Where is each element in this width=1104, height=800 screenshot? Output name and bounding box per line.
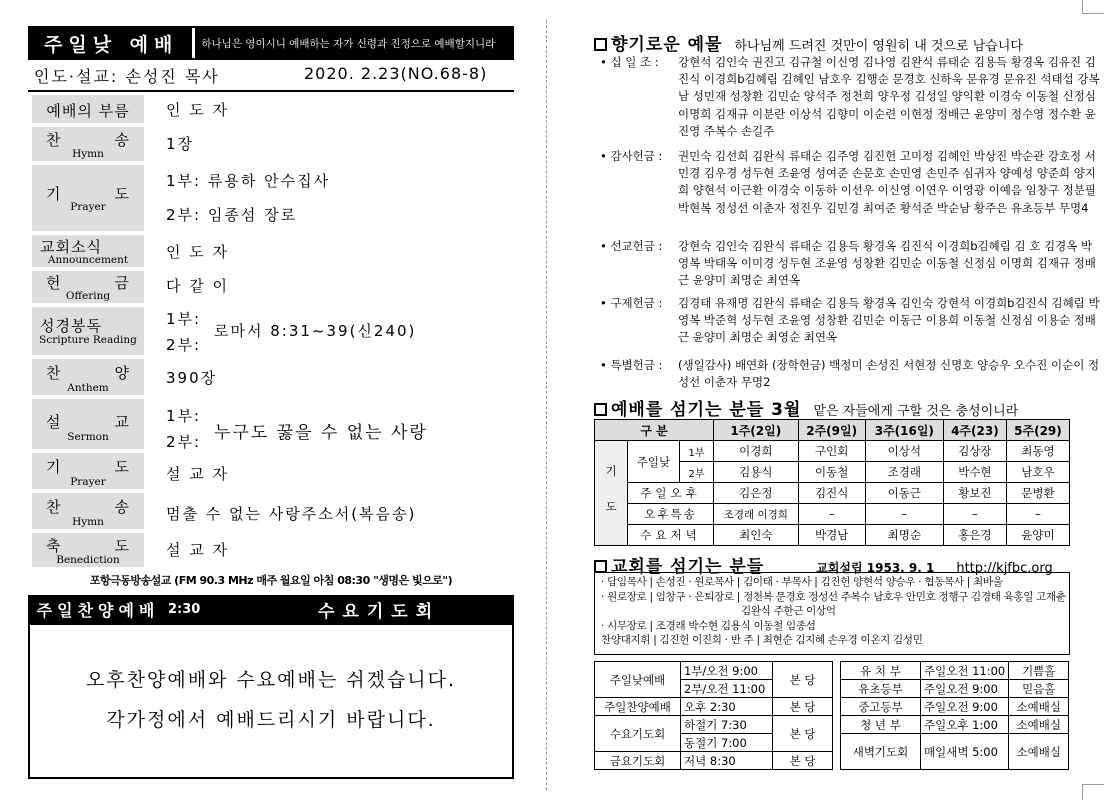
- order-text: 로마서 8:31~39(신240): [214, 322, 417, 340]
- notice-line: 각가정에서 예배드리시기 바랍니다.: [106, 709, 436, 731]
- staff-heading: 교회를 섬기는 분들 교회설립 1953. 9. 1 http://kjfbc.org: [594, 552, 1053, 577]
- bar-time: 2:30: [168, 601, 201, 617]
- order-label: 축 도 Benediction: [32, 533, 144, 569]
- crop-mark: [1082, 0, 1104, 14]
- order-label: 예배의 부름: [32, 95, 144, 125]
- order-label: 찬 송 Hymn: [32, 127, 144, 163]
- notice-line: 오후찬양예배와 수요예배는 쉬겠습니다.: [85, 669, 457, 691]
- divider: [28, 90, 514, 92]
- bar-left: 주일찬양예배: [36, 600, 160, 620]
- leader-line: [34, 64, 514, 88]
- table-row: 수요기도회 하절기 7:30 본 당 청 년 부 주일오후 1:00 소예배실: [595, 716, 1069, 734]
- order-text: 1부: 류용하 안수집사: [166, 172, 331, 190]
- table-header: 구 분 1주(2일) 2주(9일) 3주(16일) 4주(23) 5주(29): [595, 420, 1070, 441]
- leader-name: 인도·설교: 손성진 목사: [34, 67, 220, 86]
- order-text: 설 교 자: [166, 465, 230, 483]
- square-icon: [594, 403, 607, 416]
- order-label: 찬 양 Anthem: [32, 359, 144, 397]
- broadcast-info: 포항극동방송설교 (FM 90.3 MHz 매주 월요일 아침 08:30 "생명은 빛으로"): [89, 574, 453, 587]
- table-row: 금요기도회 저녁 8:30 본 당: [595, 752, 1069, 770]
- table-row: 오후특송 조경래 이경희 – – – –: [595, 504, 1070, 525]
- order-label: 교회소식 Announcement: [32, 235, 144, 269]
- crop-mark: [1082, 784, 1104, 800]
- notice-box: [28, 623, 514, 779]
- website-link[interactable]: http://kjfbc.org: [956, 561, 1053, 576]
- order-label: 성경봉독 Scripture Reading: [32, 307, 144, 357]
- table-row: 주일오후 김은정 김진식 이동근 황보진 문병환: [595, 483, 1070, 504]
- table-row: 2부/오전 11:00 유초등부 주일오전 9:00 믿음홀: [595, 680, 1069, 698]
- order-text: 설 교 자: [166, 541, 230, 559]
- staff-box: · 담임목사 | 손성진 · 원로목사 | 김이태 · 부목사 | 김진헌 양현석 양승우 · 협동목사 | 최바울 · 원로장로 | 임창구 · 은퇴장로 | 정천복 문경호 정성선 주복수 남호우 안민호 정행구 김경태 육홍일 고재춘 김완식 주한근 이상억 · 시무장로 | 조경래 박수현 김용식 이동철 임종섬 찬양대지휘 | 김진헌 이진희 · 반 주 | 최현순 김지혜 손우경 이온지 김성민: [594, 572, 1070, 655]
- service-title: 주일낮 예배: [30, 28, 192, 58]
- order-text: 멈출 수 없는 사랑주소서(복음송): [166, 505, 417, 523]
- square-icon: [594, 38, 607, 51]
- order-label: 기 도 Prayer: [32, 453, 144, 491]
- service-date: 2020. 2.23(NO.68-8): [304, 64, 488, 83]
- order-part: 1부:: [166, 407, 202, 425]
- schedule-table: [594, 661, 1069, 770]
- order-text: 1장: [166, 135, 195, 153]
- service-verse: 하나님은 영이시니 예배하는 자가 신령과 진정으로 예배할지니라: [192, 28, 512, 58]
- table-row: 주일찬양예배 오후 2:30 본 당 중고등부 주일오전 9:00 소예배실: [595, 698, 1069, 716]
- table-row: 2부 김용식 이동철 조경래 박수현 남호우: [595, 462, 1070, 483]
- order-label: 헌 금 Offering: [32, 271, 144, 305]
- order-text: 인 도 자: [166, 243, 230, 261]
- order-label: 찬 송 Hymn: [32, 493, 144, 531]
- table-row: 수요저녁 최인숙 박경남 최명순 홍은경 윤양미: [595, 525, 1070, 546]
- bar-right: 수요기도회: [318, 601, 441, 622]
- sermon-title: 누구도 꿇을 수 없는 사랑: [214, 423, 428, 443]
- order-text: 390장: [166, 369, 218, 387]
- service-header: [28, 26, 514, 60]
- order-part: 1부:: [166, 310, 202, 328]
- servers-table: [594, 419, 1070, 546]
- order-text: 인 도 자: [166, 101, 230, 119]
- servers-heading: 예배를 섬기는 분들 3월 맡은 자들에게 구할 것은 충성이니라: [594, 395, 1018, 420]
- table-row: 기 도 주일낮 1부 이경희 구인회 이상석 김상장 최동영: [595, 441, 1070, 462]
- table-row: 주일낮예배 1부/오전 9:00 본 당 유 치 부 주일오전 11:00 기쁨홀: [595, 662, 1069, 680]
- order-label: 기 도 Prayer: [32, 165, 144, 233]
- order-part: 2부:: [166, 336, 202, 354]
- order-text: 다 같 이: [166, 277, 230, 295]
- fold-line: [546, 20, 547, 790]
- order-part: 2부:: [166, 433, 202, 451]
- order-text: 2부: 임종섬 장로: [166, 206, 298, 224]
- table-row: 동절기 7:00 새벽기도회 매일새벽 5:00 소예배실: [595, 734, 1069, 752]
- offerings-heading: 향기로운 예물 하나님께 드려진 것만이 영원히 내 것으로 남습니다: [594, 30, 1023, 55]
- afternoon-bar: [28, 595, 514, 623]
- order-label: 설 교 Sermon: [32, 399, 144, 451]
